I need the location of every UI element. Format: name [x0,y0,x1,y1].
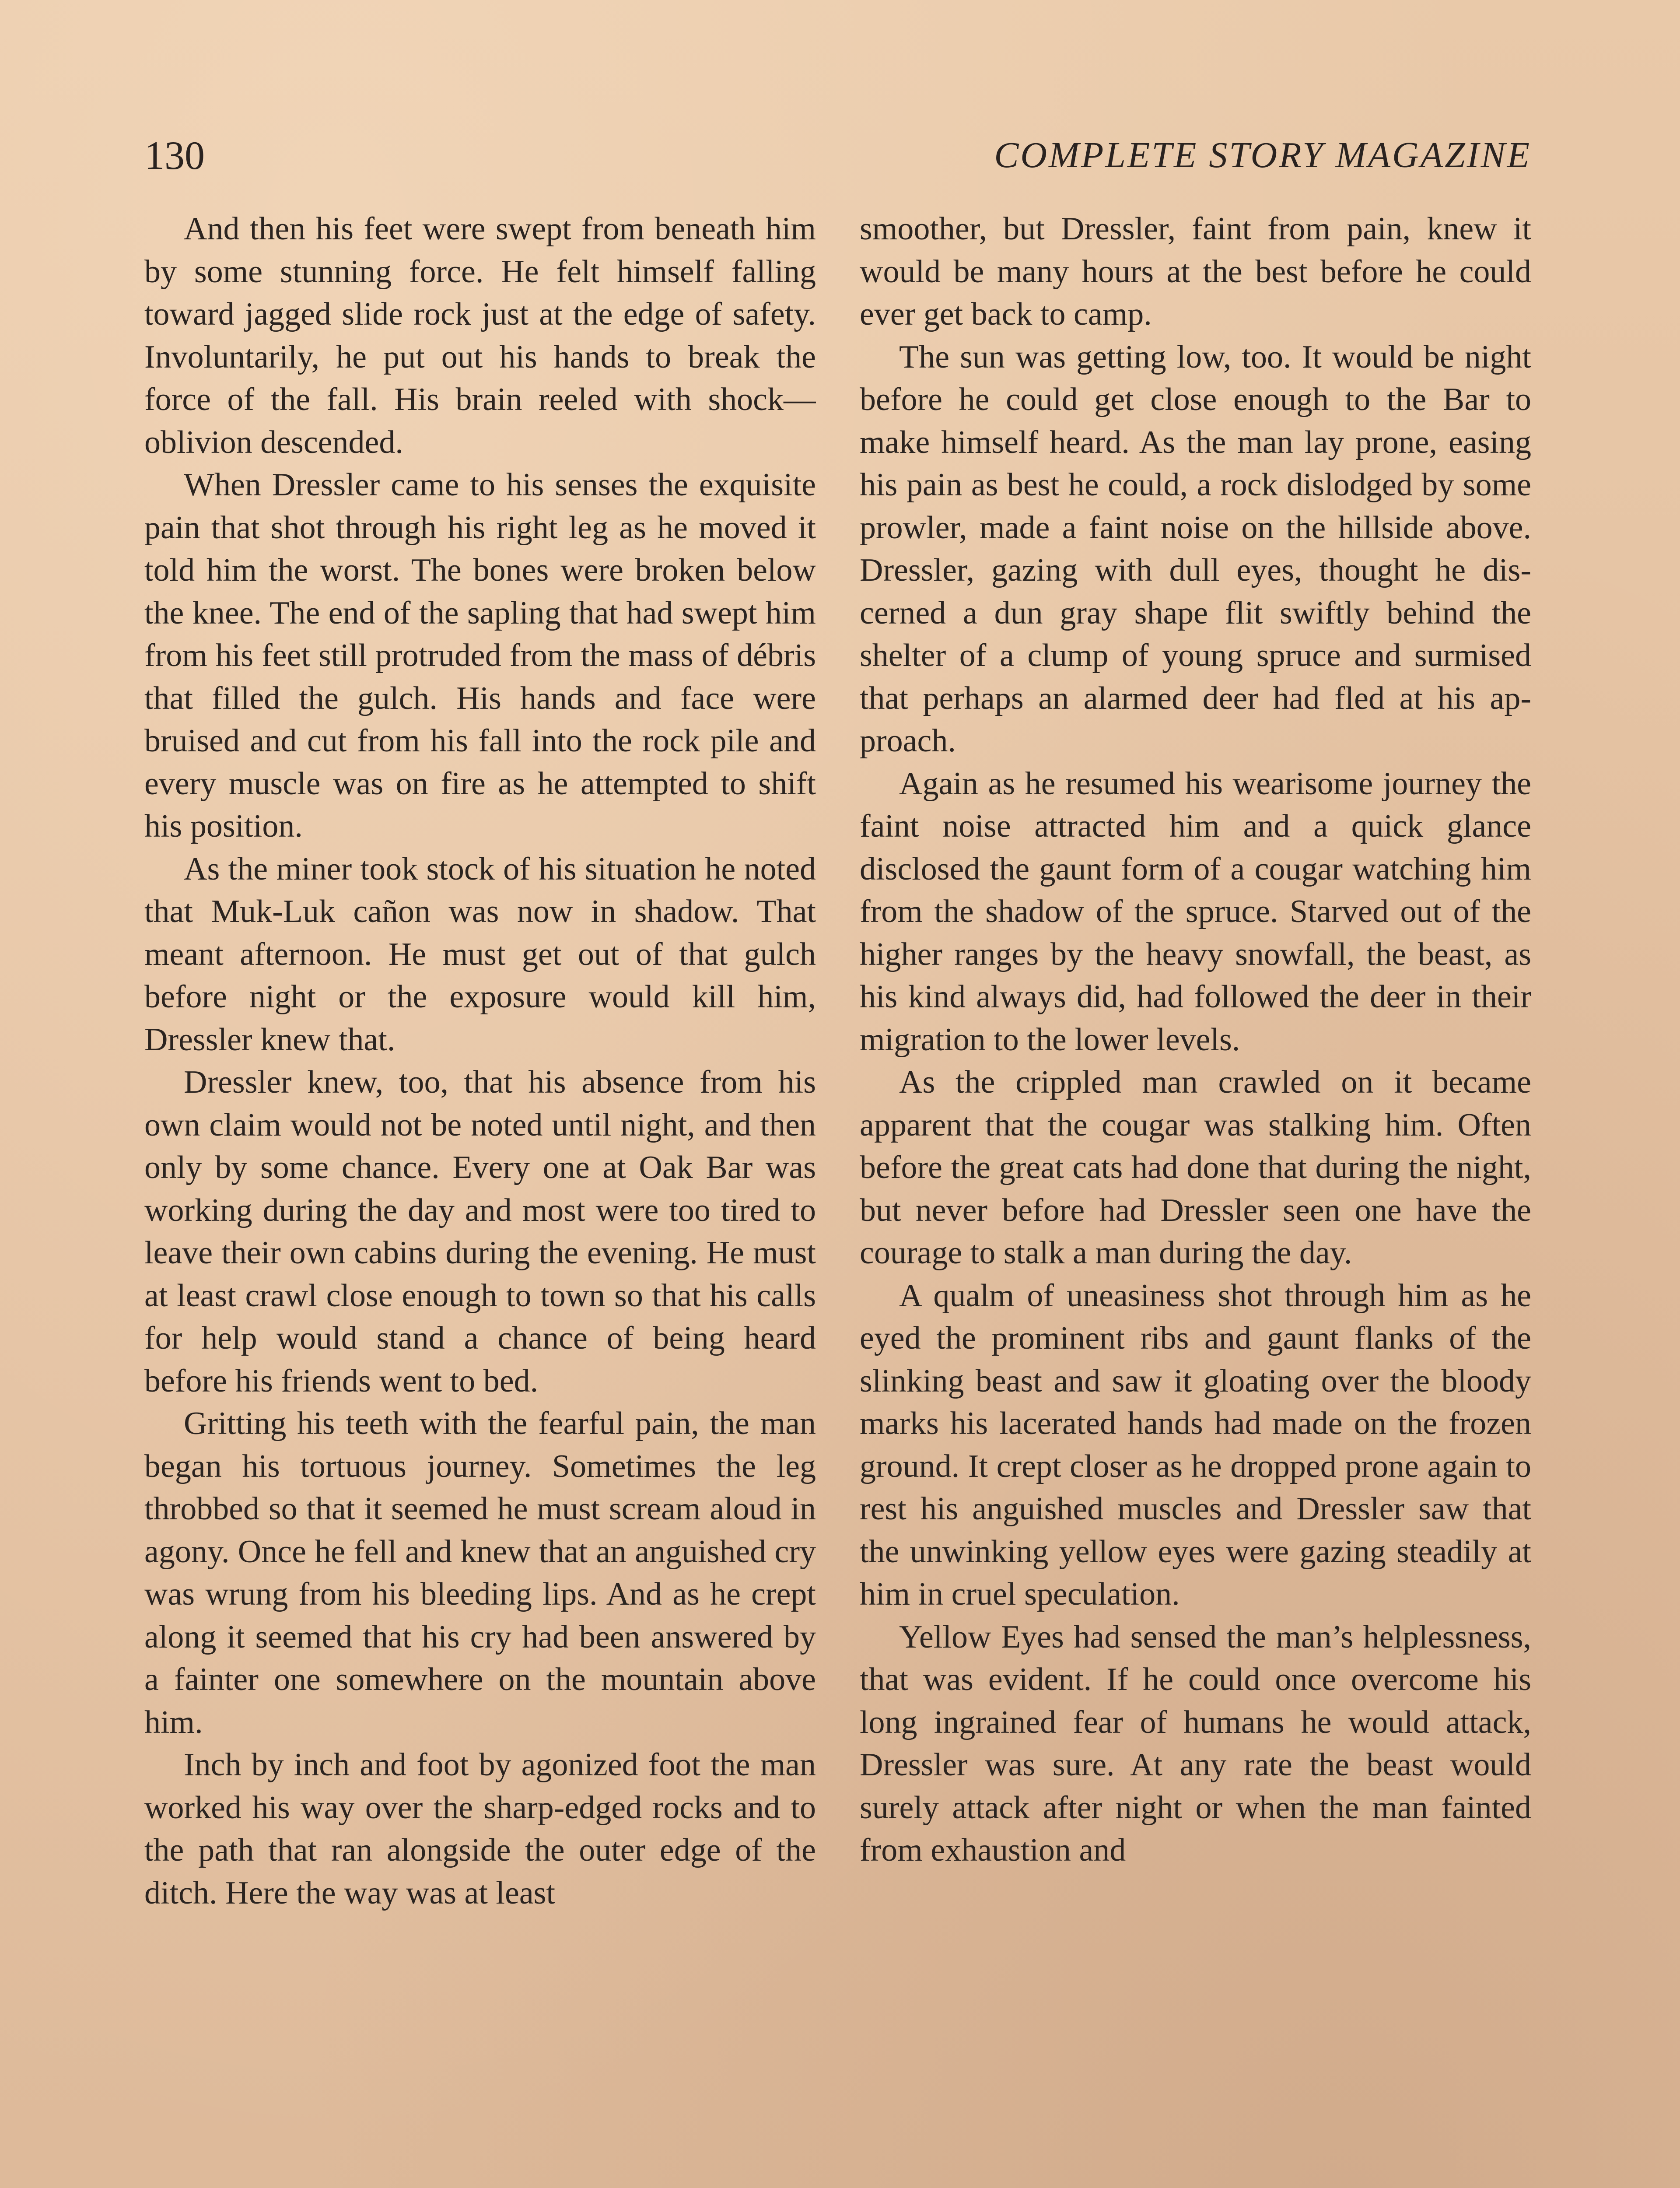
paragraph: Again as he resumed his wearisome journey the faint noise attracted him and a quick glance disclosed the gaunt form of a cougar watching him from the shadow of the spruce. Starved out of the higher ranges by the heavy snowfall, the beast, as his kind always did, had followed the deer in their migration to the lower levels. [860,765,1531,1058]
paragraph: Dressler knew, too, that his absence from his own claim would not be noted until night, and then only by some chance. Every one at Oak Bar was working during the day and most were too tired to leave their own cabins during the evening. He must at least crawl close enough to town so that his calls for help would stand a chance of being heard before his friends went to bed. [144,1064,816,1399]
paragraph: As the miner took stock of his situation he noted that Muk-Luk cañon was now in shadow. That meant afternoon. He must get out of that gulch before night or the exposure would kill him, Dressler knew that. [144,851,816,1058]
paragraph: When Dressler came to his senses the exquisite pain that shot through his right leg as he moved it told him the worst. The bones were broken below the knee. The end of the sapling that had swept him from his feet still protruded from the mass of débris that filled the gulch. His hands and face were bruised and cut from his fall into the rock pile and every muscle was on fire as he attempted to shift his position. [144,467,816,844]
paragraph: The sun was getting low, too. It would be night before he could get close enough to the Bar to make himself heard. As the man lay prone, easing his pain as best he could, a rock dislodged by some prowler, made a faint noise on the hillside above. Dressler, gazing with dull eyes, thought he discerned a dun gray shape flit swiftly behind the shelter of a clump of young spruce and surmised that perhaps an alarmed deer had fled at his approach. [860,339,1531,759]
paragraph: And then his feet were swept from beneath him by some stunning force. He felt himself falling toward jagged slide rock just at the edge of safety. Involuntarily, he put out his hands to break the force of the fall. His brain reeled with shock—oblivion descended. [144,211,816,460]
right-column [860,208,1531,2188]
paragraph: Inch by inch and foot by agonized foot the man worked his way over the sharp-edged rocks and to the path that ran alongside the outer edge of the ditch. Here the way was at least [144,1747,816,1911]
paragraph: As the crippled man crawled on it became apparent that the cougar was stalking him. Often before the great cats had done that during the night, but never before had Dressler seen one have the courage to stalk a man during the day. [860,1064,1531,1271]
paragraph: Gritting his teeth with the fearful pain, the man began his tortuous journey. Sometimes the leg throbbed so that it seemed he must scream aloud in agony. Once he fell and knew that an anguished cry was wrung from his bleeding lips. And as he crept along it seemed that his cry had been answered by a fainter one somewhere on the mountain above him. [144,1406,816,1740]
paragraph: A qualm of uneasiness shot through him as he eyed the prominent ribs and gaunt flanks of the slinking beast and saw it gloating over the bloody marks his lacerated hands had made on the frozen ground. It crept closer as he dropped prone again to rest his anguished muscles and Dressler saw that the unwinking yellow eyes were gazing steadily at him in cruel speculation. [860,1277,1531,1612]
paragraph-continuation: smoother, but Dressler, faint from pain, knew it would be many hours at the best before he could ever get back to camp. [860,211,1531,332]
magazine-title: COMPLETE STORY MAGAZINE [994,135,1531,175]
page-header [144,127,1531,184]
paragraph: Yellow Eyes had sensed the man’s helplessness, that was evident. If he could once overcome his long ingrained fear of humans he would attack, Dressler was sure. At any rate the beast would surely attack after night or when the man fainted from exhaustion and [860,1619,1531,1868]
page-number: 130 [144,133,205,178]
left-column [144,208,816,2188]
